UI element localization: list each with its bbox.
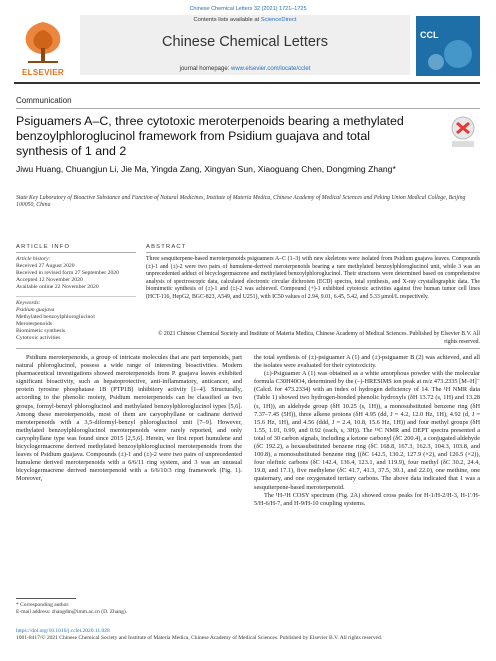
history-item: Received 27 August 2020	[16, 263, 75, 270]
keyword-item: Cytotoxic activities	[16, 335, 61, 342]
author-email[interactable]: E-mail address: zhangdm@imm.ac.cn (D. Zhang).	[16, 609, 128, 615]
article-title: Psiguamers A–C, three cytotoxic meroterpenoids bearing a methylated benzoylphloroglucinol framework from Psidium guajava and total synthesis of 1 and 2	[16, 114, 404, 158]
body-column-right	[254, 354, 480, 508]
journal-homepage: journal homepage: www.elsevier.com/locate/cclet	[179, 66, 311, 72]
sciencedirect-link[interactable]: ScienceDirect	[260, 17, 297, 23]
body-paragraph: Psidium meroterpenoids, a group of intricate molecules that are part terpenoids, part natural phloroglucinol, possess a wide range of interesting bioactivities. Modern pharmaceutical investigations showed meroterpenoids from P. guajava leaves exhibited significant bioactivity, such as hepatoprotective, anti-inflammatory, anticancer, and protein tyrosine phosphatase 1B (PTP1B) inhibitory activity [1–4]. Structurally, according to the phenolic moiety, Psidium meroterpenoids can be classified as two groups, formyl-benzyl phloroglucinol and methylated benzoylphloroglucinol types [5,6]. Among these meroterpenoids, most of them are caryophyllane or cadinane derived meroterpenoids with a 3,5-diformyl-benzyl phloroglucinol unit [7–9]. However, methylated benzoylphloroglucinol meroterpenoids were rarely reported, and only caryophyllane type was found since 2015 [2,5,6]. Herein, we first report humulene and bicyclogermacrene derived methylated benzoylphloroglucinol meroterpenoids from the leaves of Psidium guajava. Compounds (±)-1 and (±)-2 were two pairs of unprecedented humulene derived meroterpenoids with a 6/6/11 ring system, and 3 was an unusual bicyclogermacrene derived meroterpenoid with a 6/6/10/3 ring framework (Fig. 1). Moreover,	[16, 354, 242, 483]
keywords-divider	[16, 296, 136, 297]
journal-title: Chinese Chemical Letters	[161, 34, 329, 50]
keyword-item: Biomimetic synthesis	[16, 328, 66, 335]
header-divider	[14, 82, 480, 84]
keyword-item: Methylated benzoylphloroglucinol	[16, 314, 95, 321]
homepage-link[interactable]: www.elsevier.com/locate/cclet	[231, 66, 311, 72]
section-divider	[16, 108, 480, 109]
page-footer	[16, 628, 476, 642]
publisher-logo-text: ELSEVIER	[22, 68, 64, 77]
history-item: Available online 22 November 2020	[16, 284, 99, 291]
body-paragraph: (±)-Psiguamer A (1) was obtained as a white amorphous powder with the molecular formula C30H40O4, determined by the (–)-HRESIMS ion peak at m/z 473.2335 [M–H]⁻ (Calcd. for 473.2334) with an index of hydrogen deficiency of 14. The ¹H NMR data (Table 1) showed two hydrogen-bonded phenolic hydroxyls (δH 13.72 (s, 1H) and 13.28 (s, 1H)), an aldehyde group (δH 10.25 (s, 1H)), a monosubstituted benzene ring (δH 7.37–7.45 (5H)), three alkene protons (δH 4.95 (dd, J = 4.2, 12.0 Hz, 1H), 4.92 (d, J = 15.6 Hz, 1H), and 4.56 (ddd, J = 2.4, 10.8, 15.6 Hz, 1H)) and four methyl groups (δH 1.55, 1.01, 0.99, and 0.92 (each, s, 3H)). The ¹³C NMR and DEPT spectra presented a total of 30 carbon signals, including a ketone carbonyl (δC 200.4), a conjugated aldehyde (δC 192.2), a hexasubstituted benzene ring (δC 168.8, 167.3, 162.3, 104.3, 103.8, and 100.8), a monosubstituted benzene ring ((δC 142.5, 130.2, 127.9 (×2), and 126.5 (×2)), four olefinic carbons (δC 142.4, 136.4, 123.1, and 119.9), four methyl (δC 30.2, 24.4, 19.8, and 17.1), five methylene (δC 41.7, 41.3, 37.5, 30.1, and 22.0), one methine, one quaternary, and one oxygenated tertiary carbons. The above data indicated that 1 was a sesquiterpene-based meroterpenoid.	[254, 370, 480, 491]
abstract-text: Three sesquiterpene-based meroterpenoids psiguamers A–C (1–3) with new skeletons were isolated from Psidium guajava leaves. Compounds (±)-1 and (±)-2 were two pairs of humulene-derived meroterpenoids bearing a rare methylated benzoylphloroglucinol unit, while 3 was an unprecedented adduct of bicyclogermacrene and methylated benzoylphloroglucinol. Their structures were determined based on comprehensive analysis of spectroscopic data, calculated electronic circular dichroism (ECD) spectra, total synthesis, and X-ray crystallographic data. The biomimetic synthesis of (±)-1 and (±)-2 was achieved. Compound (+)-1 exhibited cytotoxic activities against five human tumor cell lines (HCT-116, HepG2, BGC-823, A549, and U251), with IC50 values of 2.94, 9.01, 6.45, 5.42, and 5.33 μmol/L respectively.	[146, 256, 480, 300]
article-history	[16, 256, 136, 291]
crossmark-icon[interactable]	[448, 115, 478, 149]
history-label: Article history:	[16, 256, 51, 262]
abstract-divider	[146, 252, 480, 253]
footnote-divider	[16, 598, 76, 599]
body-paragraph: The ¹H-¹H COSY spectrum (Fig. 2A) showed cross peaks for H-1/H-2/H-3, H-1′/H-5/H-6/H-7, and H-9/H-10 coupling systems.	[254, 491, 480, 507]
corresponding-author-note	[16, 602, 256, 616]
abstract-heading: ABSTRACT	[146, 244, 187, 250]
article-info-heading: ARTICLE INFO	[16, 244, 71, 250]
author-list: Jiwu Huang, Chuangjun Li, Jie Ma, Yingda Zang, Xingyan Sun, Xiaoguang Chen, Dongming Zhang*	[16, 164, 396, 174]
doi-link[interactable]: https://doi.org/10.1016/j.cclet.2020.11.028	[16, 628, 110, 634]
footnote-label: * Corresponding author.	[16, 602, 70, 608]
author-affiliation: State Key Laboratory of Bioactive Substance and Function of Natural Medicines, Institute of Materia Medica, Chinese Academy of Medical Sciences and Peking Union Medical College, Beijing 100050, China	[16, 195, 466, 208]
article-info-divider	[16, 252, 136, 253]
contents-line: Contents lists available at ScienceDirect	[193, 17, 297, 23]
abstract-end-divider	[16, 348, 480, 349]
keywords-label: Keywords:	[16, 300, 41, 306]
history-item: Accepted 12 November 2020	[16, 277, 83, 284]
journal-cover-image	[416, 16, 480, 76]
history-item: Received in revised form 27 September 2020	[16, 270, 119, 277]
keyword-item: Psidium guajava	[16, 307, 55, 314]
body-column-left	[16, 354, 242, 484]
keywords-box	[16, 300, 136, 343]
keyword-item: Meroterpenoids	[16, 321, 53, 328]
body-paragraph: the total synthesis of (±)-psiguamer A (1) and (±)-psiguamer B (2) was achieved, and all the isolates were evaluated for their cytotoxicity.	[254, 354, 480, 370]
article-section: Communication	[16, 96, 72, 105]
abstract-copyright: © 2021 Chinese Chemical Society and Institute of Materia Medica, Chinese Academy of Medical Sciences. Published by Elsevier B.V. All rights reserved.	[158, 331, 480, 345]
footer-rights: 1001-8417/© 2021 Chinese Chemical Society and Institute of Materia Medica, Chinese Academy of Medical Sciences. Published by Elsevier B.V. All rights reserved.	[16, 635, 383, 641]
cover-label: CCL	[420, 30, 439, 40]
journal-citation[interactable]: Chinese Chemical Letters 32 (2021) 1721–1725	[189, 6, 307, 12]
